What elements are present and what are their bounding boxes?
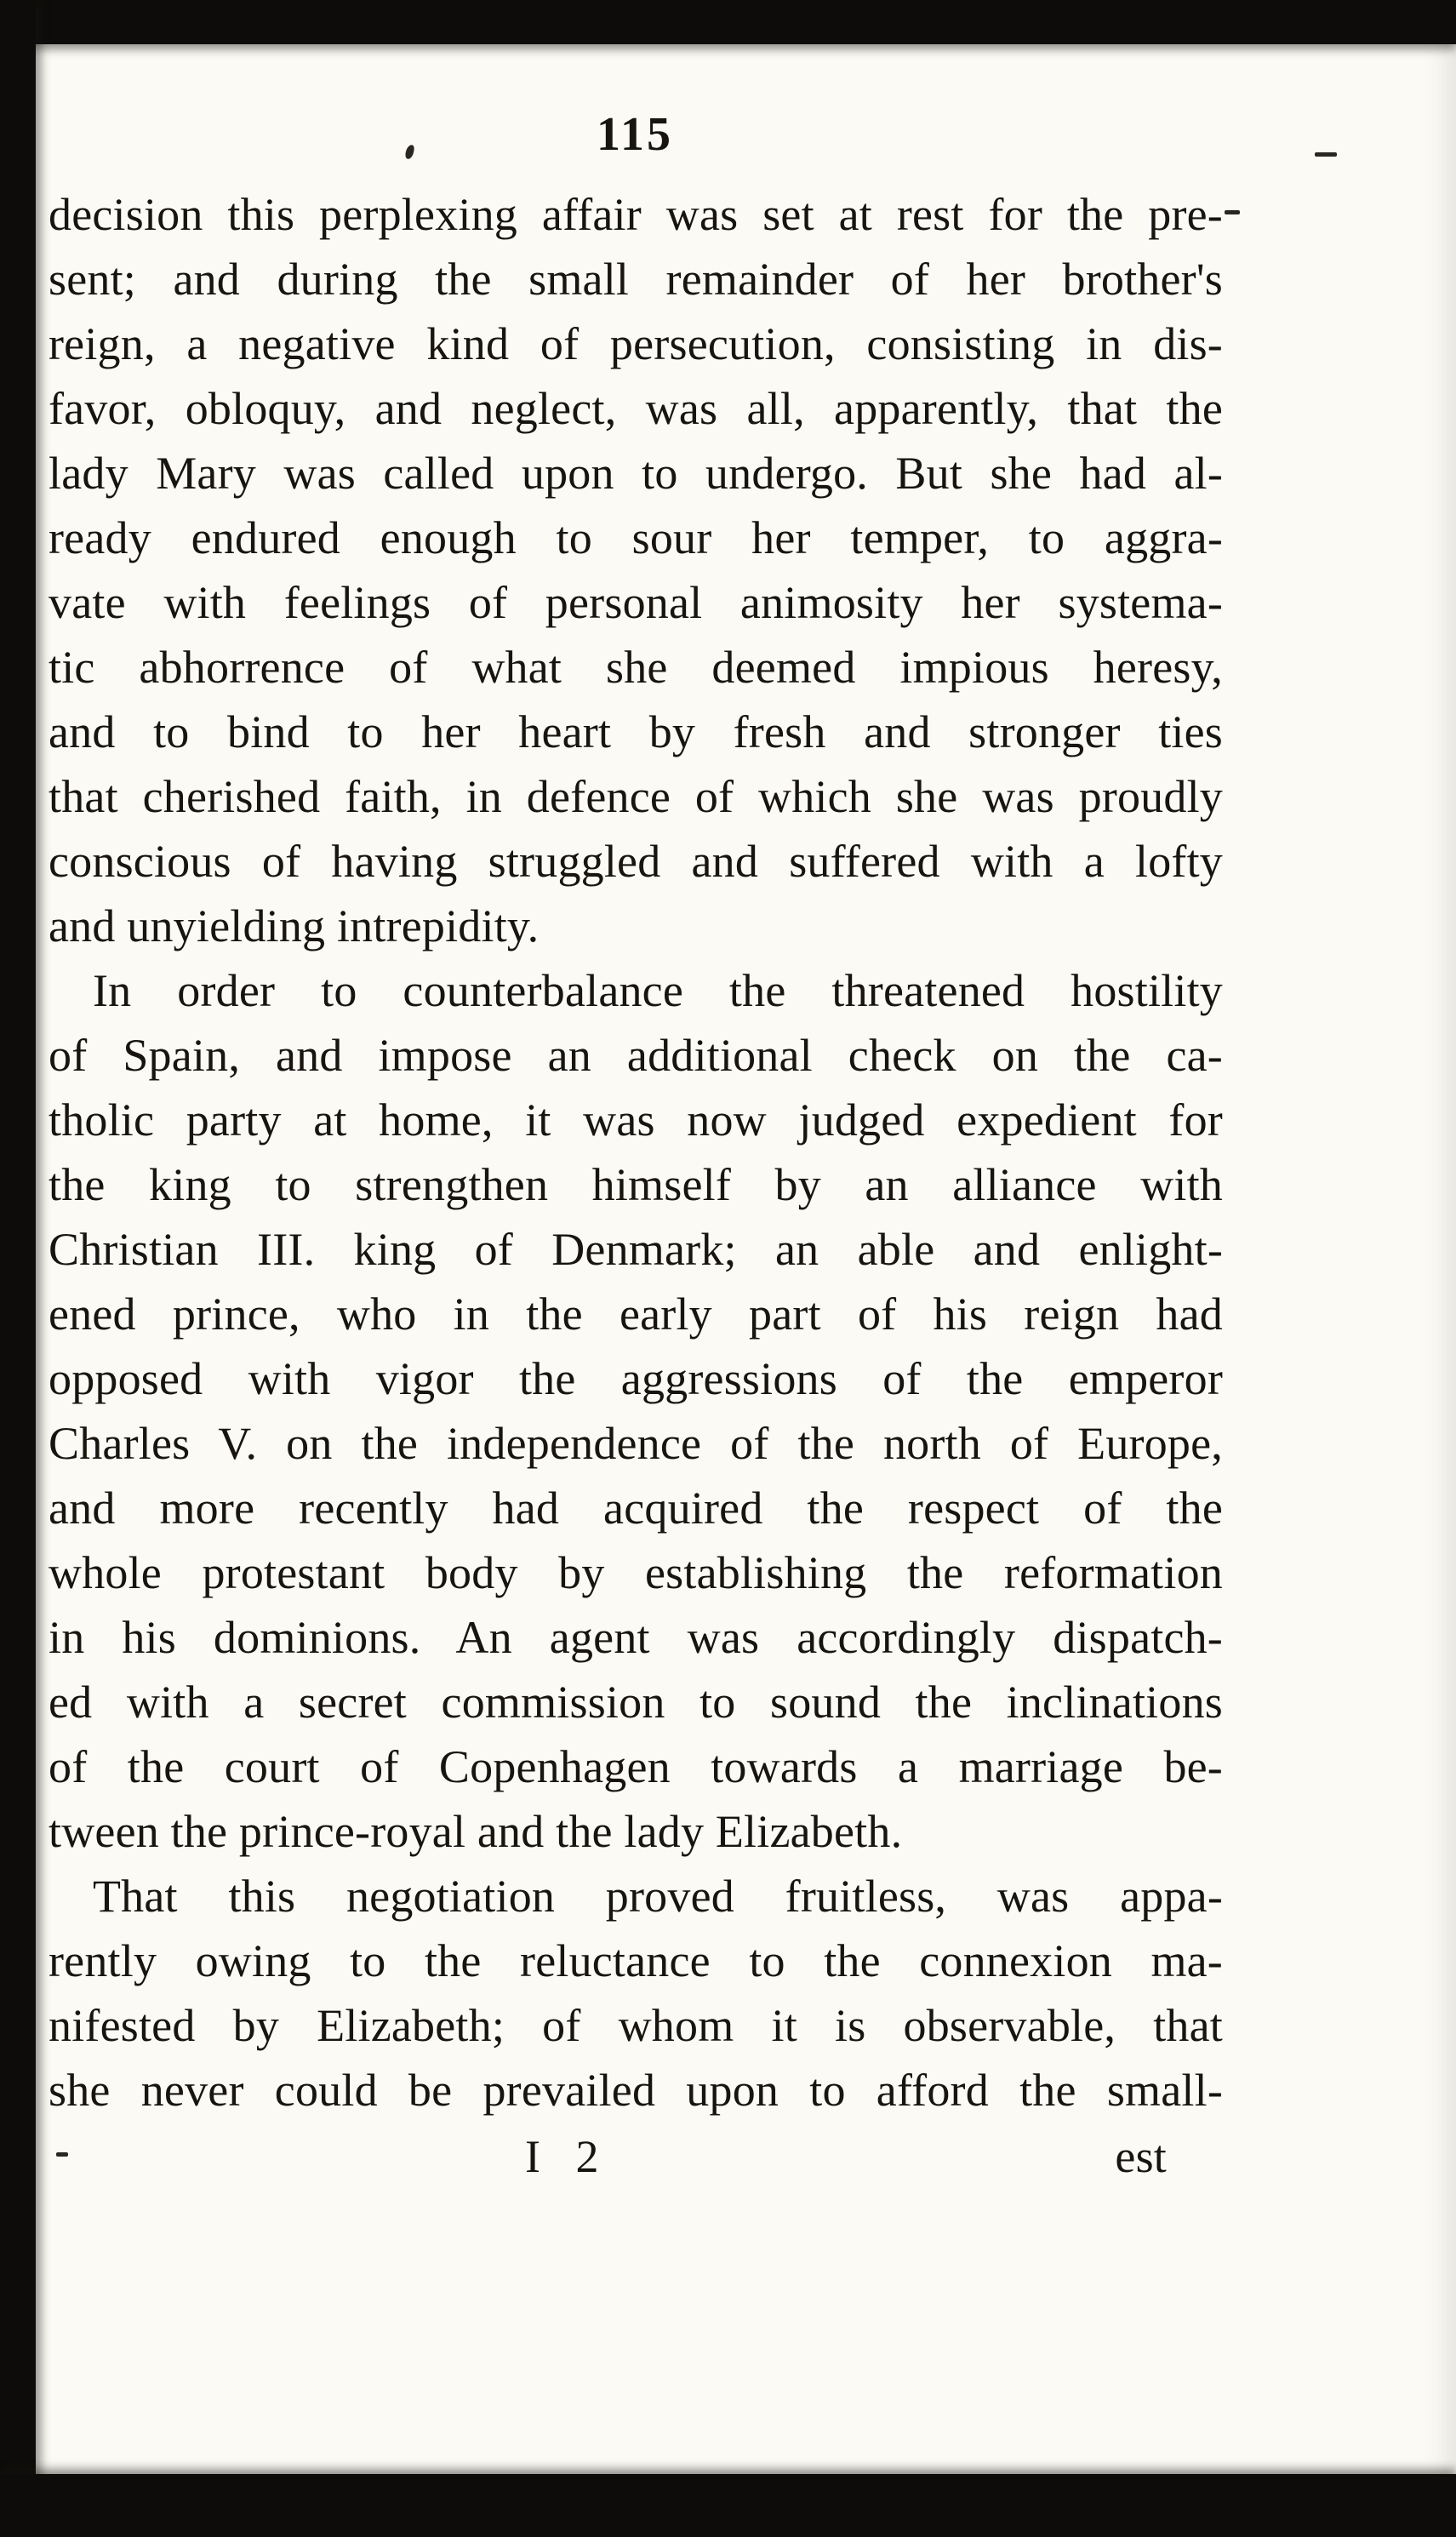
text-line: vate with feelings of personal animosity her systema- [49,577,1223,628]
text-line: Christian III. king of Denmark; an able and enlight- [49,1224,1223,1275]
text-line: whole protestant body by establishing the reformation [49,1547,1223,1598]
text-line: In order to counterbalance the threatened hostility [93,965,1223,1016]
text-line: she never could be prevailed upon to afford the small- [49,2065,1223,2116]
text-line: and more recently had acquired the respect of the [49,1483,1223,1534]
text-line: of Spain, and impose an additional check on the ca- [49,1030,1223,1081]
scan-speck [56,2152,68,2157]
scan-edge-top [0,0,1456,44]
text-line: ened prince, who in the early part of his reign had [49,1288,1223,1340]
text-line: lady Mary was called upon to undergo. But she had al- [49,448,1223,499]
text-line: favor, obloquy, and neglect, was all, apparently, that the [49,383,1223,434]
text-line: that cherished faith, in defence of which she was proudly [49,771,1223,822]
text-line: That this negotiation proved fruitless, was appa- [93,1871,1223,1922]
page-number: 115 [597,108,673,161]
text-line: sent; and during the small remainder of her brother's [49,254,1223,305]
scan-speck [1315,152,1337,157]
footer-line [49,2124,1223,2189]
text-line: in his dominions. An agent was accordingly dispatch- [49,1612,1223,1663]
text-line: rently owing to the reluctance to the connexion ma- [49,1935,1223,1986]
scan-edge-bottom [0,2474,1456,2537]
text-line: ed with a secret commission to sound the inclinations [49,1677,1223,1728]
text-line: tween the prince-royal and the lady Elizabeth. [49,1806,903,1857]
scan-speck [1225,210,1240,214]
text-block [49,182,1223,2189]
text-line: and unyielding intrepidity. [49,900,540,951]
text-line: Charles V. on the independence of the north of Europe, [49,1418,1223,1469]
text-line: ready endured enough to sour her temper, to aggra- [49,512,1223,563]
text-line: tholic party at home, it was now judged expedient for [49,1094,1223,1146]
text-line: the king to strengthen himself by an alliance with [49,1159,1223,1210]
text-line: conscious of having struggled and suffered with a lofty [49,836,1223,887]
catchword: est [1115,2131,1167,2182]
scan-edge-left [0,0,36,2537]
text-line: decision this perplexing affair was set at rest for the pre- [49,189,1223,240]
signature-mark: I 2 [525,2131,611,2182]
text-line: opposed with vigor the aggressions of the emperor [49,1353,1223,1404]
text-line: nifested by Elizabeth; of whom it is observable, that [49,2000,1223,2051]
text-line: tic abhorrence of what she deemed impious heresy, [49,642,1223,693]
text-line: and to bind to her heart by fresh and stronger ties [49,706,1223,757]
text-line: reign, a negative kind of persecution, consisting in dis- [49,318,1223,369]
text-line: of the court of Copenhagen towards a marriage be- [49,1741,1223,1792]
